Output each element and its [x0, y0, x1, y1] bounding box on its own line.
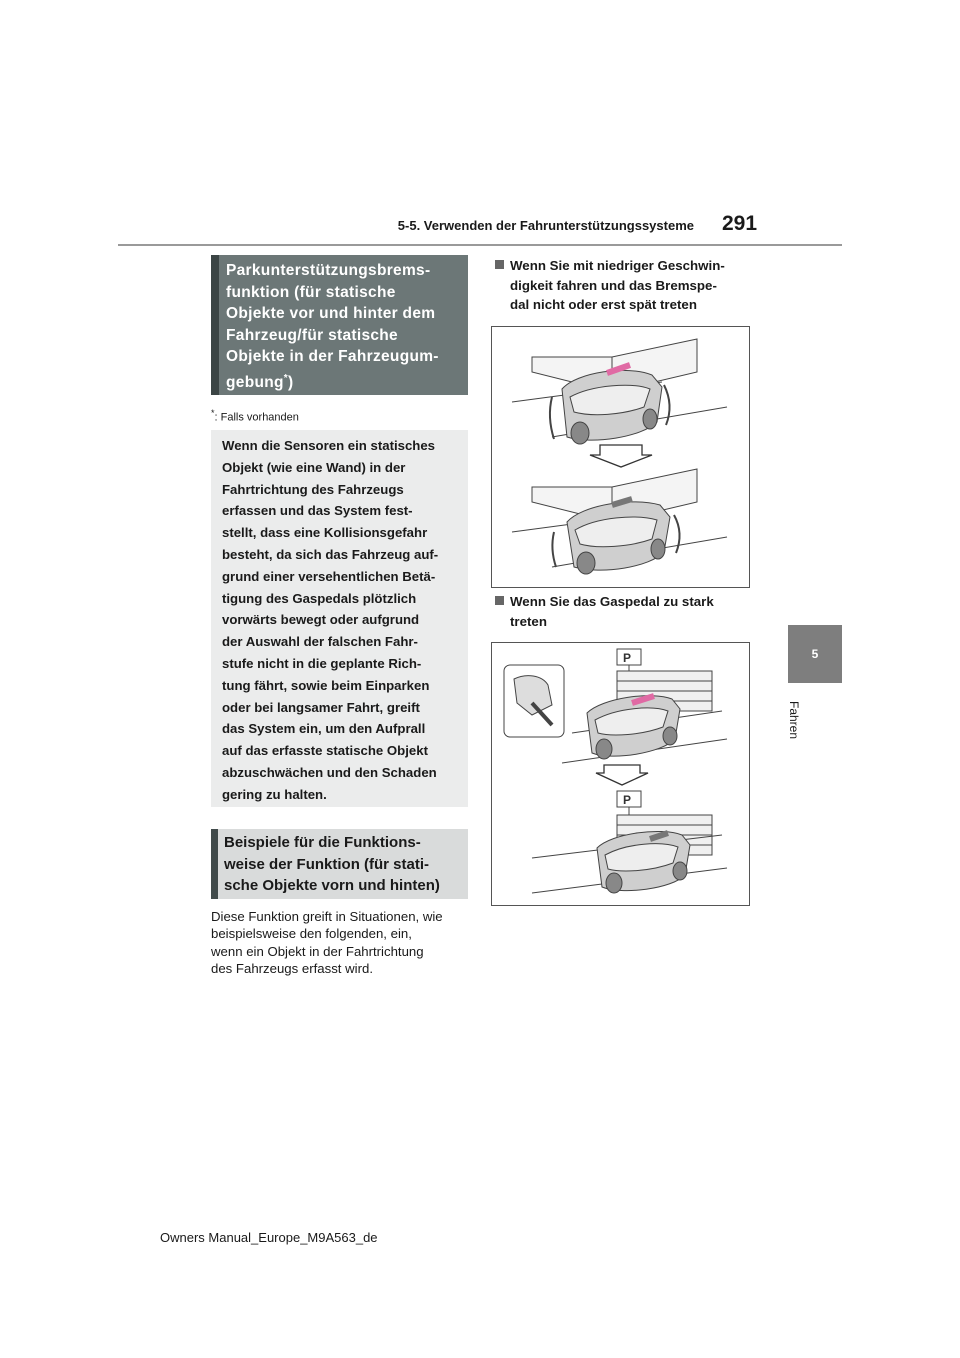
case-low-speed-heading — [495, 256, 765, 315]
info-line: stufe nicht in die geplante Rich- — [222, 655, 422, 671]
down-arrow-icon — [596, 765, 648, 785]
info-line: Objekt (wie eine Wand) in der — [222, 459, 406, 475]
scene-bottom — [512, 469, 727, 574]
square-bullet-icon — [495, 260, 504, 269]
heading-line: gebung — [226, 373, 284, 391]
heading-line: funktion (für statische — [226, 283, 396, 301]
heading-line: Fahrzeug/für statische — [226, 326, 398, 344]
chapter-label — [780, 690, 808, 750]
case-accelerator-heading — [495, 592, 765, 631]
heading-line-last — [226, 368, 466, 394]
footnote-text: : Falls vorhanden — [214, 411, 299, 424]
body-line: des Fahrzeugs erfasst wird. — [211, 960, 373, 976]
heading-line: Objekte vor und hinter dem — [226, 305, 436, 322]
info-line: abzuschwächen und den Schaden — [222, 764, 437, 780]
square-bullet-icon — [495, 596, 504, 605]
pedal-inset — [504, 665, 564, 737]
heading-line: Parkunterstützungsbrems- — [226, 262, 431, 279]
info-line: stellt, dass eine Kollisionsgefahr — [222, 525, 428, 541]
chapter-tab — [788, 625, 842, 683]
info-text — [222, 435, 462, 806]
body-line: wenn ein Objekt in der Fahrtrichtung — [211, 943, 424, 959]
info-line: auf das erfasste statische Objekt — [222, 743, 428, 759]
info-line: oder bei langsamer Fahrt, greift — [222, 699, 420, 715]
case-line: Wenn Sie das Gaspedal zu stark — [510, 594, 714, 609]
info-line: tigung des Gaspedals plötzlich — [222, 590, 417, 606]
scene-bottom — [532, 815, 727, 893]
heading-line: weise der Funktion (für stati- — [224, 855, 430, 873]
scene-top — [562, 671, 727, 763]
scene-top — [512, 339, 727, 444]
info-line: tung fährt, sowie beim Einparken — [222, 677, 430, 693]
heading-accent-bar — [211, 829, 218, 899]
parking-sign-label: P — [623, 793, 632, 807]
parking-sign-label: P — [623, 651, 632, 665]
down-arrow-icon — [590, 445, 652, 467]
chapter-number: 5 — [811, 647, 819, 661]
heading-line: Objekte in der Fahrzeugum- — [226, 348, 439, 365]
case-line: dal nicht oder erst spät treten — [510, 297, 697, 312]
parking-scenario-drawing — [492, 643, 749, 905]
examples-heading — [224, 832, 466, 897]
wall-scenario-drawing — [492, 327, 749, 587]
case-line: Wenn Sie mit niedriger Geschwin- — [510, 258, 725, 273]
info-box — [211, 430, 468, 807]
info-line: vorwärts bewegt oder aufgrund — [222, 612, 420, 628]
footnote — [211, 408, 299, 424]
footnote-star: * — [211, 408, 215, 418]
footer-text: Owners Manual_Europe_M9A563_de — [160, 1230, 378, 1245]
case-line: treten — [510, 613, 547, 629]
examples-heading-box — [211, 829, 468, 899]
main-heading — [226, 260, 466, 393]
case-line: digkeit fahren und das Bremspe- — [510, 277, 717, 293]
info-line: Wenn die Sensoren ein statisches — [222, 438, 436, 453]
heading-close: ) — [287, 373, 294, 391]
page-number: 291 — [722, 212, 758, 235]
info-line: gering zu halten. — [222, 786, 327, 802]
info-line: besteht, da sich das Fahrzeug auf- — [222, 546, 439, 562]
body-paragraph — [211, 908, 473, 977]
heading-line: Beispiele für die Funktions- — [224, 834, 421, 851]
heading-line: sche Objekte vorn und hinten) — [224, 877, 440, 894]
header-rule — [118, 244, 842, 246]
body-line: Diese Funktion greift in Situationen, wie — [211, 909, 443, 924]
chapter-label-text: Fahren — [787, 700, 801, 740]
body-line: beispielsweise den folgenden, ein, — [211, 926, 412, 942]
info-line: Fahrtrichtung des Fahrzeugs — [222, 481, 404, 497]
heading-accent-bar — [211, 255, 219, 395]
footnote-marker: * — [283, 372, 288, 384]
main-heading-box — [211, 255, 468, 395]
illustration-accelerator-parking — [491, 642, 750, 906]
info-line: das System ein, um den Aufprall — [222, 721, 426, 737]
info-line: erfassen und das System fest- — [222, 503, 413, 519]
info-line: der Auswahl der falschen Fahr- — [222, 634, 418, 650]
info-line: grund einer versehentlichen Betä- — [222, 568, 436, 584]
illustration-wall-brake — [491, 326, 750, 588]
section-title: 5-5. Verwenden der Fahrunterstützungssysteme — [397, 218, 694, 233]
